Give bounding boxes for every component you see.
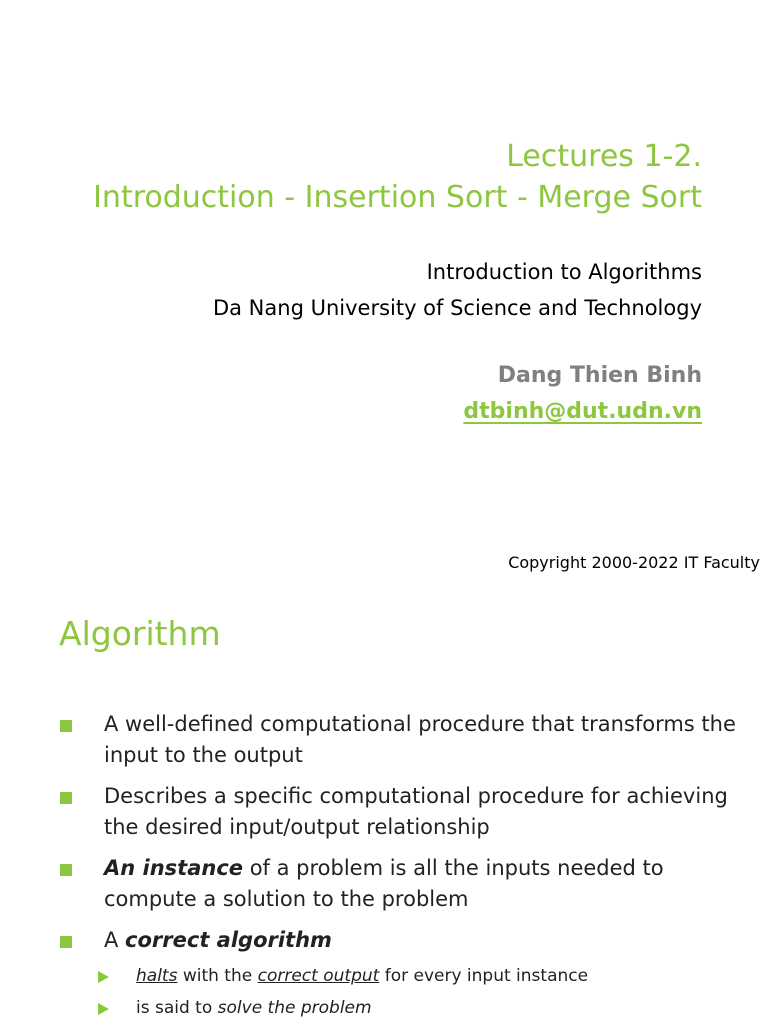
sub-bullet-underlined: correct output xyxy=(257,966,380,986)
bullet-text: Describes a specific computational procedure for achieving the desired input/output relationship xyxy=(104,784,728,839)
bullet-emphasis: An instance xyxy=(104,856,244,880)
bullet-text: of a problem is all the inputs needed to compute a solution to the problem xyxy=(104,856,664,911)
bullet-prefix: A xyxy=(104,928,126,952)
triangle-bullet-icon xyxy=(98,971,109,983)
lecture-title: Lectures 1-2. xyxy=(506,139,702,174)
sub-bullet-text: is said to xyxy=(136,998,218,1018)
author-name: Dang Thien Binh xyxy=(497,363,702,388)
square-bullet-icon xyxy=(60,864,72,876)
bullet-text: A well-defined computational procedure that transforms the input to the output xyxy=(104,712,736,767)
bullet-item xyxy=(58,925,748,1024)
university-name: Da Nang University of Science and Technology xyxy=(212,296,702,320)
title-block xyxy=(93,136,702,218)
sub-bullet-item xyxy=(94,960,748,992)
lecture-subtitle: Introduction - Insertion Sort - Merge Sort xyxy=(93,180,702,215)
sub-bullet-italic: solve the problem xyxy=(217,998,372,1018)
bullet-emphasis: correct algorithm xyxy=(125,928,332,952)
square-bullet-icon xyxy=(60,720,72,732)
bullet-item xyxy=(58,709,748,771)
square-bullet-icon xyxy=(60,936,72,948)
course-name: Introduction to Algorithms xyxy=(426,260,702,284)
sub-bullet-text: for every input instance xyxy=(379,966,589,986)
author-email-link[interactable]: dtbinh@dut.udn.vn xyxy=(463,399,702,424)
algorithm-slide xyxy=(0,590,768,1024)
square-bullet-icon xyxy=(60,792,72,804)
copyright-notice: Copyright 2000-2022 IT Faculty xyxy=(508,553,760,572)
course-block xyxy=(213,254,702,326)
sub-bullet-underlined: halts xyxy=(136,966,178,986)
bullet-item xyxy=(58,853,748,915)
sub-bullet-text: with the xyxy=(177,966,258,986)
bullet-item xyxy=(58,781,748,843)
sub-bullet-list xyxy=(94,960,748,1024)
slide-heading: Algorithm xyxy=(59,614,221,653)
triangle-bullet-icon xyxy=(98,1003,109,1015)
sub-bullet-item xyxy=(94,992,748,1024)
author-block xyxy=(463,358,702,430)
bullet-list xyxy=(58,709,748,1024)
